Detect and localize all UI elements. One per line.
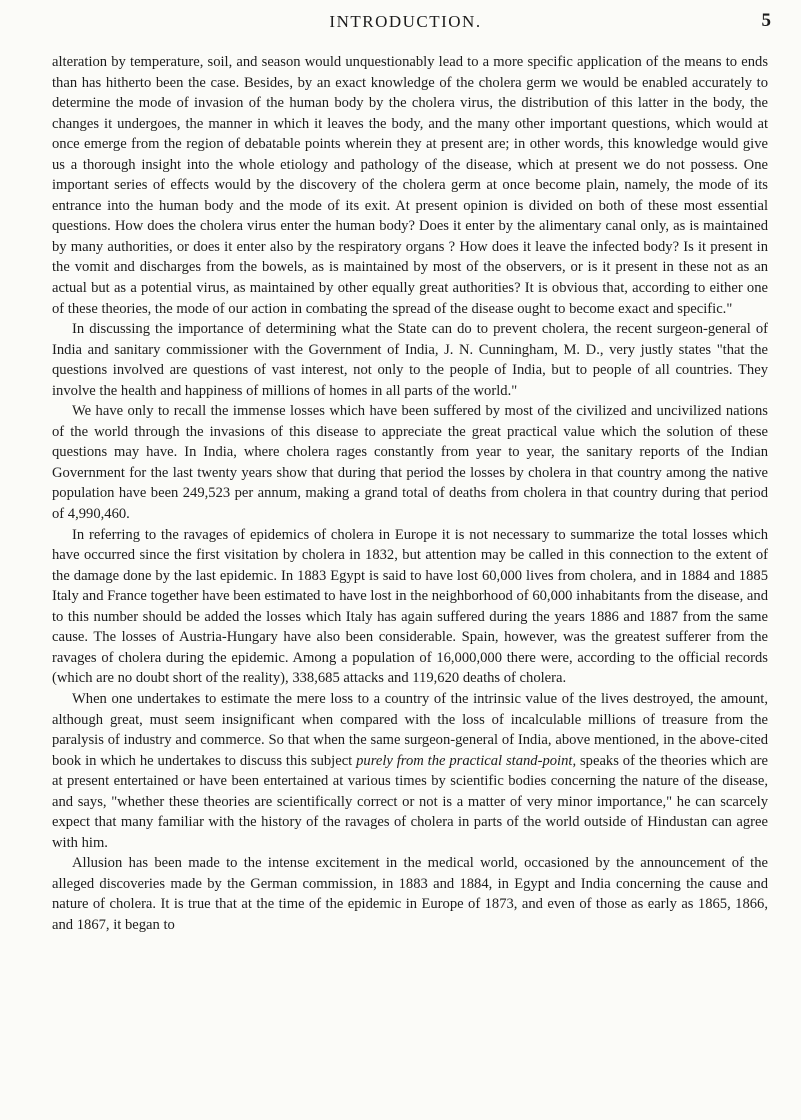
paragraph-5 [52,689,768,853]
paragraph-3: We have only to recall the immense losses which have been suffered by most of the civilized and uncivilized nations of the world through the invasions of this disease to appreciate the great practical value which the solution of these questions may have. In India, where cholera rages constantly from year to year, the sanitary reports of the Indian Government for the last twenty years show that during that period the losses by cholera in that country among the native population have been 249,523 per annum, making a grand total of deaths from cholera in that country during that period of 4,990,460. [52,403,768,523]
paragraph-1: alteration by temperature, soil, and season would unquestionably lead to a more specific application of the means to ends than has hitherto been the case. Besides, by an exact knowledge of the cholera germ we would be enabled accurately to determine the mode of invasion of the human body by the cholera virus, the distribution of this latter in the body, the changes it undergoes, the manner in which it leaves the body, and the many other important questions, which would at once emerge from the region of debatable points wherein they at present are; in other words, this knowledge would give us a thorough insight into the whole etiology and pathology of the disease, which at present we do not possess. One important series of effects would by the discovery of the cholera germ at once become plain, namely, the mode of its entrance into the human body and the mode of its exit. At present opinion is divided on both of these most essential questions. How does the cholera virus enter the human body? Does it enter by the alimentary canal only, as is maintained by many authorities, or does it enter also by the respiratory organs ? How does it leave the infected body? Is it present in the vomit and discharges from the bowels, as is maintained by most of the observers, or is it present in these not as an actual but as a potential virus, as maintained by other equally great authorities? It is obvious that, according to either one of these theories, the mode of our action in combating the spread of the disease ought to become exact and specific." [52,54,768,317]
paragraph-4: In referring to the ravages of epidemics of cholera in Europe it is not necessary to summarize the total losses which have occurred since the first visitation by cholera in 1832, but attention may be called in this connection to the extent of the damage done by the last epidemic. In 1883 Egypt is said to have lost 60,000 lives from cholera, and in 1884 and 1885 Italy and France together have been estimated to have lost in the neighborhood of 60,000 inhabitants from the disease, and to this number should be added the losses which Italy has again suffered during the years 1886 and 1887 from the same cause. The losses of Austria-Hungary have also been considerable. Spain, however, was the greatest sufferer from the ravages of cholera during the epidemic. Among a population of 16,000,000 there were, according to the official records (which are no doubt short of the reality), 338,685 attacks and 119,620 deaths of cholera. [52,526,768,687]
paragraph-5-emphasis: purely from the practical stand-point, [356,752,577,769]
paragraph-5-text-after: speaks of the theories which are at present entertained or have been entertained at various times by scientific bodies concerning the nature of the disease, and says, "whether these theories are scientifically correct or not is a matter of very minor importance," he can scarcely expect that many familiar with the history of the ravages of cholera in parts of the world outside of Hindustan can agree with him. [52,752,769,851]
running-title: INTRODUCTION. [329,12,482,31]
paragraph-2: In discussing the importance of determining what the State can do to prevent cholera, the recent surgeon-general of India and sanitary commissioner with the Government of India, J. N. Cunningham, M. D., very justly states "that the questions involved are questions of vast interest, not only to the people of India, but to people of all countries. They involve the health and happiness of millions of homes in all parts of the world." [52,321,768,399]
page-header [40,6,771,36]
body-text [52,52,768,936]
page-number: 5 [761,10,771,31]
paragraph-6: Allusion has been made to the intense excitement in the medical world, occasioned by the announcement of the alleged discoveries made by the German commission, in 1883 and 1884, in Egypt and India concerning the cause and nature of cholera. It is true that at the time of the epidemic in Europe of 1873, and even of those as early as 1865, 1866, and 1867, it began to [52,855,768,933]
paragraph-5-text-before: When one undertakes to estimate the mere loss to a country of the intrinsic value of the lives destroyed, the amount, although great, must seem insignificant when compared with the loss of incalculable millions of treasure from the paralysis of industry and commerce. So that when the same surgeon-general of India, above mentioned, in the above-cited book in which he undertakes to discuss this subject [52,690,768,769]
